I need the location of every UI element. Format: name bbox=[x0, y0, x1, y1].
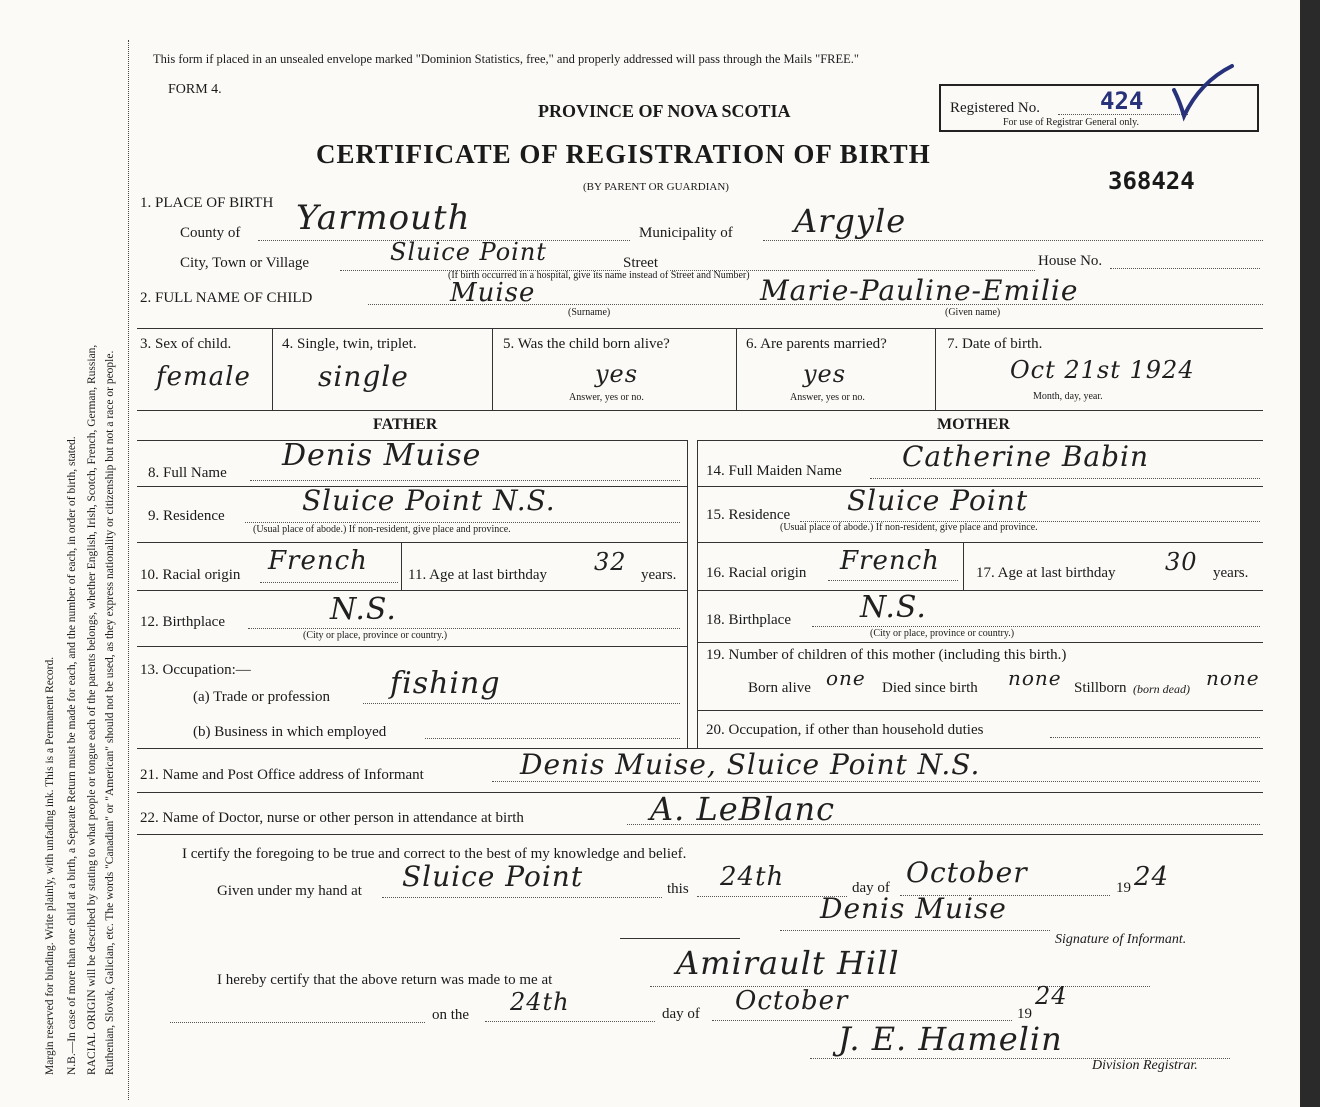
city-label: City, Town or Village bbox=[180, 255, 310, 271]
date-of-birth-caption: Month, day, year. bbox=[1033, 391, 1103, 402]
house-number-label: House No. bbox=[1038, 253, 1103, 269]
margin-note-3: RACIAL ORIGIN will be described by stating to what people or tongue each of the parents belongs, whether English, Irish, Scotch, French, German, Russian, bbox=[86, 344, 98, 1075]
mother-birthplace-caption: (City or place, province or country.) bbox=[870, 628, 1015, 639]
plurality-label: 4. Single, twin, triplet. bbox=[282, 336, 417, 352]
plurality-value: single bbox=[318, 360, 409, 393]
informant-label: 21. Name and Post Office address of Informant bbox=[140, 767, 424, 783]
father-racial-label: 10. Racial origin bbox=[140, 567, 241, 583]
father-years-label: years. bbox=[641, 567, 677, 583]
father-residence-caption: (Usual place of abode.) If non-resident, give place and province. bbox=[253, 524, 511, 535]
father-birthplace: N.S. bbox=[330, 592, 397, 627]
occupation-label: 13. Occupation:— bbox=[140, 662, 251, 678]
date-of-birth-label: 7. Date of birth. bbox=[947, 336, 1043, 352]
registered-label: Registered No. bbox=[950, 100, 1040, 116]
born-alive-caption: Answer, yes or no. bbox=[569, 392, 644, 403]
certificate-title: CERTIFICATE OF REGISTRATION OF BIRTH bbox=[316, 139, 931, 169]
father-name: Denis Muise bbox=[282, 438, 482, 473]
mother-racial-origin: French bbox=[840, 546, 940, 576]
attendant-label: 22. Name of Doctor, nurse or other person in attendance at birth bbox=[140, 810, 524, 826]
registration-year: 24 bbox=[1035, 982, 1068, 1010]
sex-label: 3. Sex of child. bbox=[140, 336, 232, 352]
province-heading: PROVINCE OF NOVA SCOTIA bbox=[538, 101, 791, 121]
city-value: Sluice Point bbox=[390, 238, 547, 266]
mother-birthplace-label: 18. Birthplace bbox=[706, 612, 791, 628]
informant-signature: Denis Muise bbox=[820, 892, 1007, 925]
registered-number: 424 bbox=[1100, 87, 1144, 115]
father-birthplace-caption: (City or place, province or country.) bbox=[303, 630, 448, 641]
born-alive-label: 5. Was the child born alive? bbox=[503, 336, 670, 352]
mother-residence-caption: (Usual place of abode.) If non-resident, give place and province. bbox=[780, 522, 1038, 533]
father-age: 32 bbox=[594, 548, 627, 576]
mother-years-label: years. bbox=[1213, 565, 1249, 581]
margin-note-2: N.B.—In case of more than one child at a birth, a Separate Return must be made for each, and the number of each, in order of birth, stated. bbox=[66, 436, 78, 1075]
given-month: October bbox=[906, 856, 1028, 889]
trade-label: (a) Trade or profession bbox=[193, 689, 331, 705]
registration-day: 24th bbox=[510, 988, 570, 1016]
hospital-note: (If birth occurred in a hospital, give its name instead of Street and Number) bbox=[448, 270, 750, 281]
mother-residence: Sluice Point bbox=[847, 484, 1029, 517]
mother-name: Catherine Babin bbox=[902, 440, 1149, 473]
died-since-birth-count: none bbox=[1008, 666, 1062, 690]
registrar-caption: Division Registrar. bbox=[1092, 1058, 1198, 1073]
mother-birthplace: N.S. bbox=[860, 590, 927, 625]
checkmark-icon bbox=[1170, 62, 1240, 122]
registrar-statement: I hereby certify that the above return was made to me at bbox=[217, 972, 553, 988]
certify-statement: I certify the foregoing to be true and correct to the best of my knowledge and belief. bbox=[182, 846, 687, 862]
given-place: Sluice Point bbox=[402, 860, 584, 893]
margin-rule bbox=[128, 40, 129, 1100]
registrar-note: For use of Registrar General only. bbox=[1003, 117, 1139, 128]
child-given-name: Marie-Pauline-Emilie bbox=[760, 274, 1079, 307]
municipality-value: Argyle bbox=[794, 202, 907, 240]
attendant-value: A. LeBlanc bbox=[650, 790, 835, 828]
mother-age-label: 17. Age at last birthday bbox=[976, 565, 1116, 581]
mother-residence-label: 15. Residence bbox=[706, 507, 791, 523]
parents-married-value: yes bbox=[803, 360, 847, 388]
child-surname: Muise bbox=[450, 278, 536, 308]
margin-note-1: Margin reserved for binding. Write plainly, with unfading ink. This is a Permanent Record. bbox=[44, 656, 56, 1075]
margin-note-4: Ruthenian, Slovak, Galician, etc. The words "Canadian" or "American" should not be used, as they express nationality or citizenship but not a race or people. bbox=[104, 350, 116, 1075]
on-the-label: on the bbox=[432, 1007, 470, 1023]
died-since-birth-label: Died since birth bbox=[882, 680, 978, 696]
father-birthplace-label: 12. Birthplace bbox=[140, 614, 225, 630]
year-prefix: 19 bbox=[1116, 880, 1131, 896]
mother-heading: MOTHER bbox=[937, 416, 1010, 433]
stillborn-label: Stillborn bbox=[1074, 680, 1127, 696]
form-number: FORM 4. bbox=[168, 82, 222, 97]
county-value: Yarmouth bbox=[296, 198, 471, 238]
reg-day-of-label: day of bbox=[662, 1006, 700, 1022]
business-label: (b) Business in which employed bbox=[193, 724, 387, 740]
stillborn-count: none bbox=[1206, 666, 1260, 690]
mother-age: 30 bbox=[1165, 548, 1198, 576]
informant-value: Denis Muise, Sluice Point N.S. bbox=[520, 748, 981, 781]
mother-name-label: 14. Full Maiden Name bbox=[706, 463, 842, 479]
surname-caption: (Surname) bbox=[568, 307, 611, 318]
father-age-label: 11. Age at last birthday bbox=[408, 567, 547, 583]
registrar-signature: J. E. Hamelin bbox=[838, 1020, 1063, 1058]
children-count-label: 19. Number of children of this mother (including this birth.) bbox=[706, 647, 1067, 663]
stamp-number: 368424 bbox=[1108, 167, 1195, 195]
father-residence: Sluice Point N.S. bbox=[302, 484, 556, 517]
father-name-label: 8. Full Name bbox=[148, 465, 227, 481]
registrar-place: Amirault Hill bbox=[676, 944, 900, 982]
place-of-birth-label: 1. PLACE OF BIRTH bbox=[140, 195, 274, 211]
mother-occupation-label: 20. Occupation, if other than household duties bbox=[706, 722, 984, 738]
certificate-subtitle: (BY PARENT OR GUARDIAN) bbox=[583, 181, 729, 193]
date-of-birth-value: Oct 21st 1924 bbox=[1010, 356, 1195, 384]
sex-value: female bbox=[156, 362, 251, 392]
father-racial-origin: French bbox=[268, 546, 368, 576]
given-day: 24th bbox=[720, 862, 785, 892]
this-label: this bbox=[667, 881, 689, 897]
county-label: County of bbox=[180, 225, 241, 241]
given-under-hand-label: Given under my hand at bbox=[217, 883, 362, 899]
parents-married-caption: Answer, yes or no. bbox=[790, 392, 865, 403]
municipality-label: Municipality of bbox=[639, 225, 733, 241]
given-name-caption: (Given name) bbox=[945, 307, 1001, 318]
father-residence-label: 9. Residence bbox=[148, 508, 225, 524]
day-of-label: day of bbox=[852, 880, 890, 896]
born-alive-count: one bbox=[826, 666, 866, 690]
father-heading: FATHER bbox=[373, 416, 438, 433]
page-edge bbox=[1300, 0, 1320, 1107]
reg-year-prefix: 19 bbox=[1017, 1006, 1032, 1022]
street-label: Street bbox=[623, 255, 658, 271]
given-year: 24 bbox=[1134, 862, 1170, 892]
born-alive-value: yes bbox=[595, 360, 639, 388]
trade-value: fishing bbox=[390, 666, 501, 701]
child-name-label: 2. FULL NAME OF CHILD bbox=[140, 290, 313, 306]
mail-notice: This form if placed in an unsealed envelope marked "Dominion Statistics, free," and properly addressed will pass through the Mails "FREE." bbox=[153, 52, 860, 66]
registration-month: October bbox=[735, 986, 849, 1016]
signature-caption: Signature of Informant. bbox=[1055, 932, 1187, 947]
mother-racial-label: 16. Racial origin bbox=[706, 565, 807, 581]
stillborn-note: (born dead) bbox=[1133, 682, 1190, 696]
born-alive-count-label: Born alive bbox=[748, 680, 811, 696]
parents-married-label: 6. Are parents married? bbox=[746, 336, 887, 352]
